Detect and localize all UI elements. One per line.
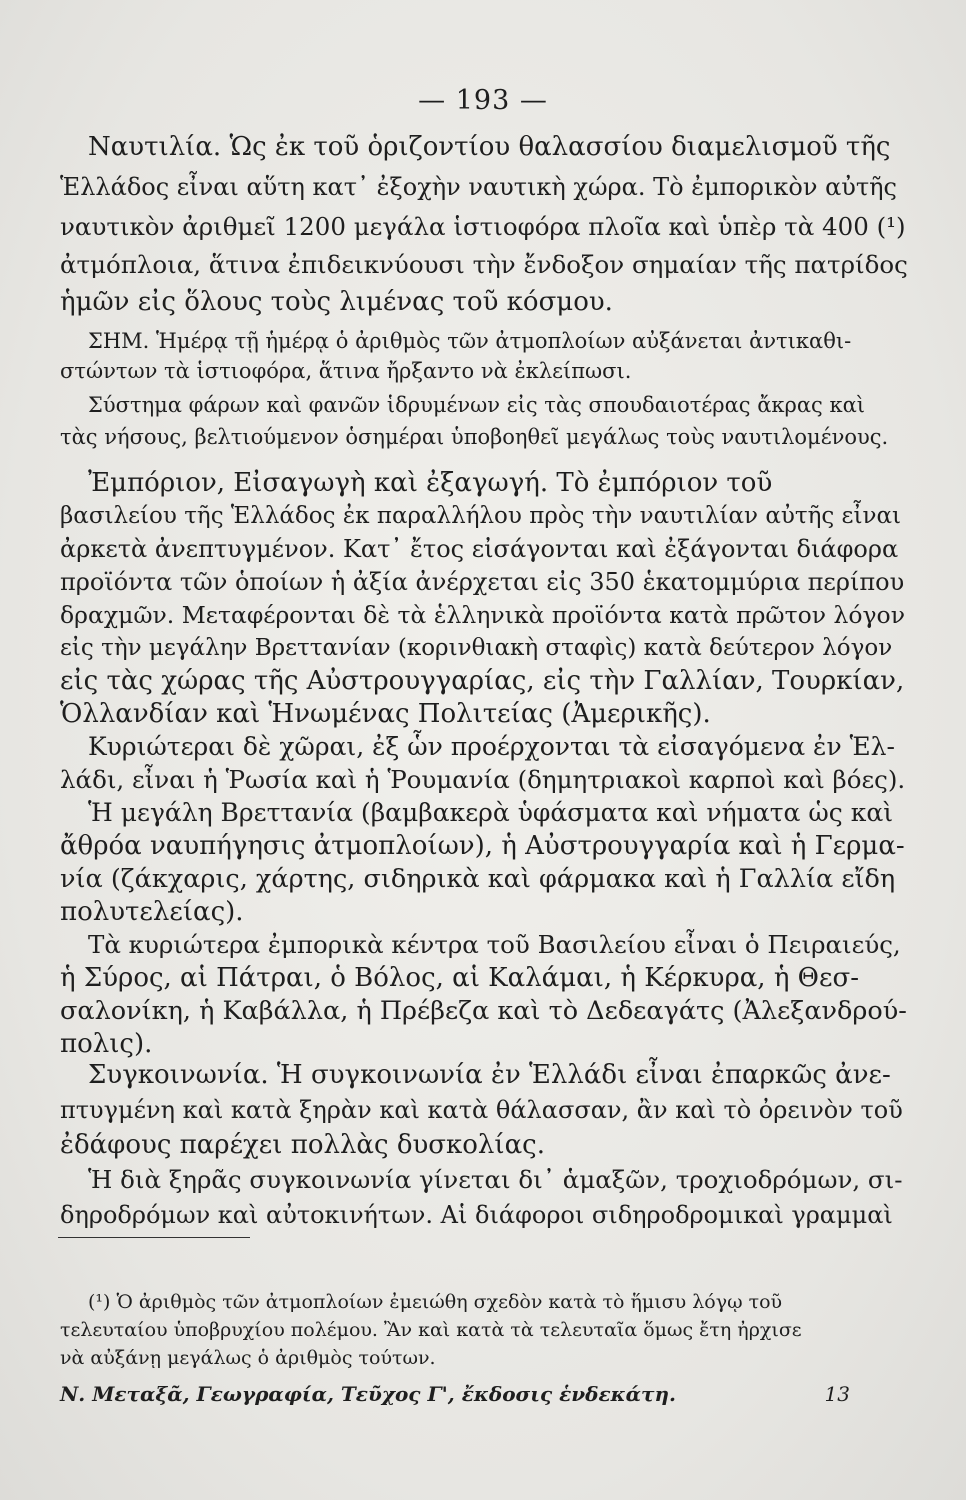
text-line: Τὰ κυριώτερα ἐμπορικὰ κέντρα τοῦ Βασιλείου εἶναι ὁ Πειραιεύς,: [88, 930, 901, 959]
text-line: Ἡ διὰ ξηρᾶς συγκοινωνία γίνεται δι᾽ ἁμαξῶν, τροχιοδρόμων, σι-: [88, 1165, 903, 1194]
text-line: πτυγμένη καὶ κατὰ ξηρὰν καὶ κατὰ θάλασσαν, ἂν καὶ τὸ ὀρεινὸν τοῦ: [60, 1096, 903, 1124]
text-line: δραχμῶν. Μεταφέρονται δὲ τὰ ἑλληνικὰ προϊόντα κατὰ πρῶτον λόγον: [60, 601, 905, 629]
note-line: στώντων τὰ ἱστιοφόρα, ἅτινα ἤρξαντο νὰ ἐκλείπωσι.: [60, 359, 632, 383]
text-line: προϊόντα τῶν ὁποίων ἡ ἀξία ἀνέρχεται εἰς 350 ἑκατομμύρια περίπου: [60, 568, 905, 596]
note-line: ΣΗΜ. Ἡμέρᾳ τῇ ἡμέρᾳ ὁ ἀριθμὸς τῶν ἀτμοπλοίων αὐξάνεται ἀντικαθι-: [88, 329, 852, 353]
text-line: Ἡ μεγάλη Βρεττανία (βαμβακερὰ ὑφάσματα καὶ νήματα ὡς καὶ: [88, 798, 894, 827]
text-line: Ἐμπόριον, Εἰσαγωγὴ καὶ ἐξαγωγή. Τὸ ἐμπόριον τοῦ: [88, 468, 773, 498]
text-line: λάδι, εἶναι ἡ Ῥωσία καὶ ἡ Ῥουμανία (δημητριακοὶ καρποὶ καὶ βόες).: [60, 765, 906, 794]
text-line: πολυτελείας).: [60, 897, 244, 927]
note-line: Σύστημα φάρων καὶ φανῶν ἱδρυμένων εἰς τὰς σπουδαιοτέρας ἄκρας καὶ: [88, 393, 866, 417]
text-line: ἡμῶν εἰς ὅλους τοὺς λιμένας τοῦ κόσμου.: [60, 287, 613, 317]
footnote-line: (¹) Ὁ ἀριθμὸς τῶν ἀτμοπλοίων ἐμειώθη σχεδὸν κατὰ τὸ ἥμισυ λόγῳ τοῦ: [88, 1291, 783, 1313]
footnote-rule: [58, 1237, 250, 1238]
text-line: εἰς τὰς χώρας τῆς Αὐστρουγγαρίας, εἰς τὴν Γαλλίαν, Τουρκίαν,: [60, 666, 905, 696]
footnote-line: νὰ αὐξάνῃ μεγάλως ὁ ἀριθμὸς τούτων.: [60, 1347, 436, 1369]
text-line: νία (ζάκχαρις, χάρτης, σιδηρικὰ καὶ φάρμακα καὶ ἡ Γαλλία εἴδη: [60, 864, 896, 894]
text-line: Ὁλλανδίαν καὶ Ἡνωμένας Πολιτείας (Ἀμερικῆς).: [60, 699, 711, 729]
text-line: πολις).: [60, 1029, 153, 1059]
text-line: ἐδάφους παρέχει πολλὰς δυσκολίας.: [60, 1130, 545, 1160]
page-number: — 193 —: [418, 85, 548, 116]
text-line: ἄθρόα ναυπήγησις ἀτμοπλοίων), ἡ Αὐστρουγγαρία καὶ ἡ Γερμα-: [60, 831, 905, 861]
text-line: σαλονίκη, ἡ Καβάλλα, ἡ Πρέβεζα καὶ τὸ Δεδεαγάτς (Ἀλεξανδρού-: [60, 996, 907, 1026]
text-line: Ναυτιλία. Ὡς ἐκ τοῦ ὁριζοντίου θαλασσίου διαμελισμοῦ τῆς: [88, 132, 891, 162]
text-line: Ἑλλάδος εἶναι αὕτη κατ᾽ ἐξοχὴν ναυτικὴ χώρα. Τὸ ἐμπορικὸν αὐτῆς: [60, 173, 897, 201]
text-line: ἀτμόπλοια, ἅτινα ἐπιδεικνύουσι τὴν ἔνδοξον σημαίαν τῆς πατρίδος: [60, 250, 908, 279]
colophon-text: Ν. Μεταξᾶ, Γεωγραφία, Τεῦχος Γ', ἔκδοσις ἑνδεκάτη.: [60, 1382, 676, 1406]
footnote-line: τελευταίου ὑποβρυχίου πολέμου. Ἂν καὶ κατὰ τὰ τελευταῖα ὅμως ἔτη ἠρχισε: [60, 1319, 802, 1341]
text-line: δηροδρόμων καὶ αὐτοκινήτων. Αἱ διάφοροι σιδηροδρομικαὶ γραμμαὶ: [60, 1201, 893, 1229]
note-line: τὰς νήσους, βελτιούμενον ὁσημέραι ὑποβοηθεῖ μεγάλως τοὺς ναυτιλομένους.: [60, 425, 889, 449]
text-line: Συγκοινωνία. Ἡ συγκοινωνία ἐν Ἑλλάδι εἶναι ἐπαρκῶς ἀνε-: [88, 1060, 891, 1090]
text-line: ἀρκετὰ ἀνεπτυγμένον. Κατ᾽ ἔτος εἰσάγονται καὶ ἐξάγονται διάφορα: [60, 535, 899, 563]
text-line: ἡ Σύρος, αἱ Πάτραι, ὁ Βόλος, αἱ Καλάμαι, ἡ Κέρκυρα, ἡ Θεσ-: [60, 963, 859, 993]
text-line: Κυριώτεραι δὲ χῶραι, ἐξ ὧν προέρχονται τὰ εἰσαγόμενα ἐν Ἑλ-: [88, 732, 895, 761]
text-line: ναυτικὸν ἀριθμεῖ 1200 μεγάλα ἱστιοφόρα πλοῖα καὶ ὑπὲρ τὰ 400 (¹): [60, 212, 906, 241]
signature-number: 13: [824, 1382, 850, 1406]
text-line: εἰς τὴν μεγάλην Βρεττανίαν (κορινθιακὴ σταφὶς) κατὰ δεύτερον λόγον: [60, 635, 893, 661]
text-line: βασιλείου τῆς Ἑλλάδος ἐκ παραλλήλου πρὸς τὴν ναυτιλίαν αὐτῆς εἶναι: [60, 503, 902, 529]
